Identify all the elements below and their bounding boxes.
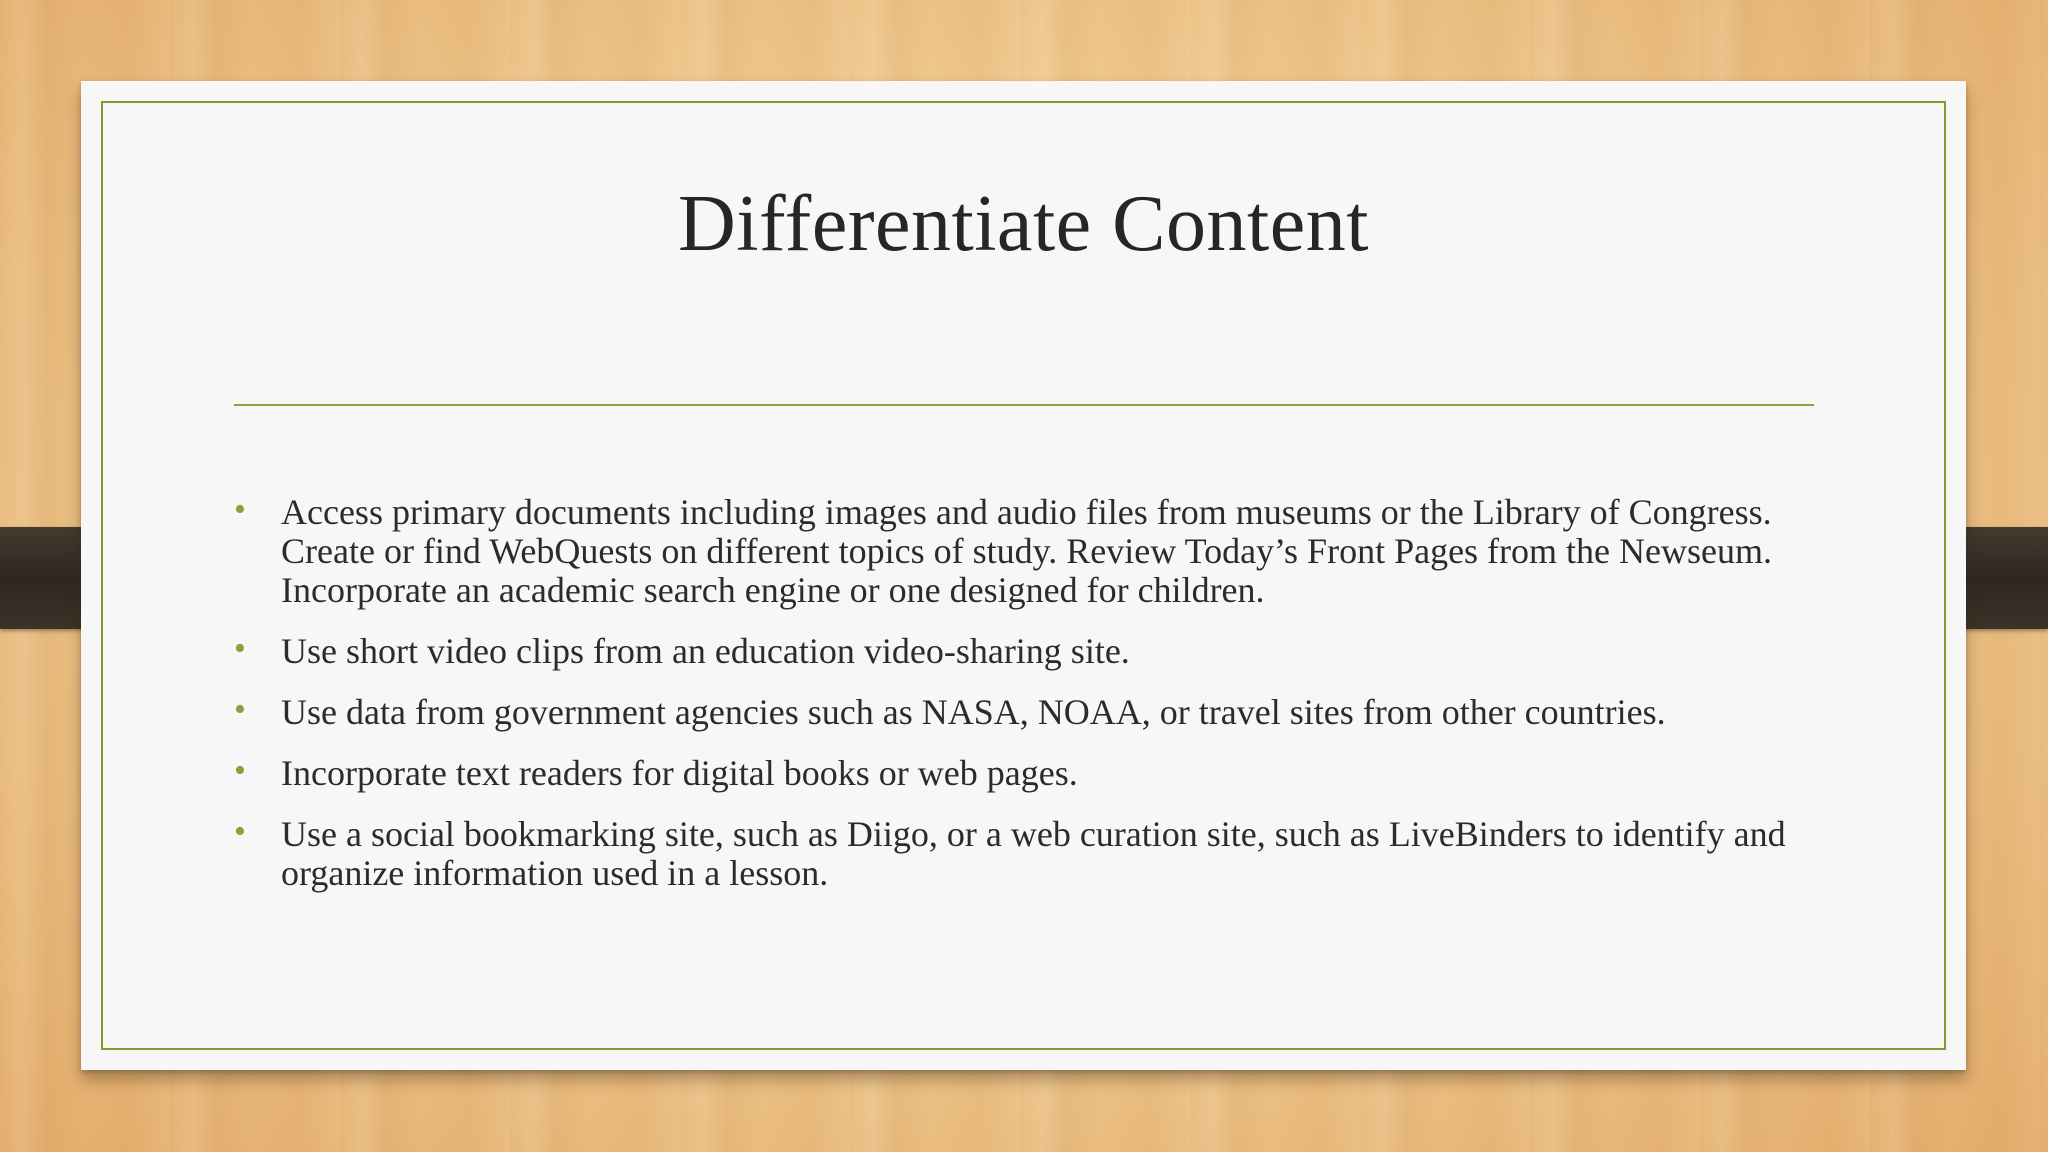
bullet-icon: • <box>234 491 246 528</box>
bullet-item <box>234 493 1864 610</box>
bullet-text: Use short video clips from an education video-sharing site. <box>281 631 1130 671</box>
bullet-item <box>234 632 1864 671</box>
bullet-icon: • <box>234 752 246 789</box>
bullet-text: Use data from government agencies such as NASA, NOAA, or travel sites from other countries. <box>281 692 1666 732</box>
title-divider <box>234 404 1814 406</box>
bullet-item <box>234 754 1864 793</box>
bullet-text: Use a social bookmarking site, such as Diigo, or a web curation site, such as LiveBinders to identify and organize information used in a lesson. <box>281 814 1786 893</box>
bullet-text: Access primary documents including images and audio files from museums or the Library of Congress. Create or find WebQuests on different topics of study. Review Today’s Front Pages from the Newseum. Incorporate an academic search engine or one designed for children. <box>281 492 1772 610</box>
bullet-icon: • <box>234 630 246 667</box>
bullet-icon: • <box>234 691 246 728</box>
slide-title: Differentiate Content <box>677 180 1369 268</box>
bullet-text: Incorporate text readers for digital books or web pages. <box>281 753 1078 793</box>
bullet-item <box>234 815 1864 893</box>
bullet-item <box>234 693 1864 732</box>
slide <box>81 81 1966 1070</box>
bullet-list <box>234 493 1864 915</box>
bullet-icon: • <box>234 813 246 850</box>
